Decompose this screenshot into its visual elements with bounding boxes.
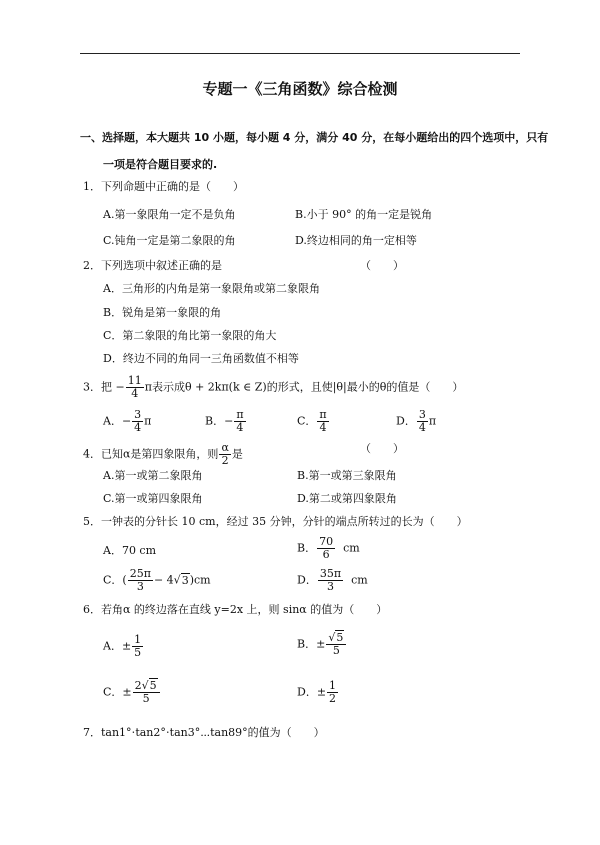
- q1-stem: 1．下列命题中正确的是（ ）: [83, 180, 244, 193]
- q6-option-c: [103, 680, 161, 705]
- q6-c-num: 2√5: [133, 680, 160, 693]
- q3-stem: [83, 375, 463, 400]
- q3-a-tail: π: [144, 414, 152, 428]
- q3-d-tail: π: [428, 414, 437, 428]
- q5-d-fraction: [318, 568, 343, 593]
- q3-a-label: A．−: [103, 414, 132, 428]
- q6-c-fraction: [133, 680, 160, 705]
- q6-stem: 6．若角α 的终边落在直线 y=2x 上，则 sinα 的值为（ ）: [83, 603, 388, 616]
- q6-b-label: B．±: [297, 637, 326, 651]
- q6-c-den: 5: [142, 692, 150, 705]
- q5-c-fraction: [128, 568, 153, 593]
- q3-d-label: D．: [396, 414, 416, 428]
- q6-b-num-sqrt: 5: [336, 631, 344, 644]
- q5-b-den: 6: [322, 548, 330, 561]
- q4-stem-post: 是: [231, 447, 243, 461]
- q5-b-num: 70: [319, 535, 334, 548]
- q3-option-a: [103, 409, 151, 434]
- q3-a-fraction: [132, 409, 143, 434]
- q6-b-fraction: [326, 632, 346, 657]
- q4-option-c: C.第一或第四象限角: [103, 492, 203, 505]
- q2-paren: （ ）: [360, 259, 404, 272]
- q6-option-d: [297, 680, 339, 705]
- q6-a-label: A．±: [103, 639, 132, 653]
- q3-option-d: [396, 409, 436, 434]
- q6-d-fraction: [327, 680, 338, 705]
- q3-b-fraction: [234, 409, 245, 434]
- q6-d-label: D．±: [297, 685, 327, 699]
- q3-stem-fraction: [126, 375, 144, 400]
- section-heading-line2: 一项是符合题目要求的.: [103, 158, 218, 171]
- q5-c-label: C．(: [103, 573, 127, 587]
- q4-option-b: B.第一或第三象限角: [297, 469, 397, 482]
- q4-stem-num: α: [221, 441, 229, 454]
- q5-d-den: 3: [326, 580, 334, 593]
- q3-d-num: 3: [418, 408, 426, 421]
- q5-c-tail-post: )cm: [189, 573, 211, 587]
- q4-stem: [83, 442, 243, 467]
- q5-d-num: 35π: [319, 567, 342, 580]
- q6-option-a: [103, 634, 144, 659]
- q3-c-num: π: [319, 408, 327, 421]
- q5-option-a: A．70 cm: [103, 544, 157, 557]
- q5-b-unit: cm: [343, 541, 360, 555]
- q3-stem-num: 11: [127, 374, 142, 387]
- q3-option-b: [205, 409, 247, 434]
- q3-b-num: π: [236, 408, 244, 421]
- q5-c-num: 25π: [129, 567, 151, 580]
- q5-option-d: [297, 568, 368, 593]
- q3-a-den: 4: [134, 421, 142, 434]
- q5-b-label: B．: [297, 541, 317, 555]
- q5-d-unit: cm: [351, 573, 368, 587]
- page-title: 专题一《三角函数》综合检测: [202, 80, 398, 98]
- q4-stem-fraction: [219, 442, 230, 467]
- q4-paren: （ ）: [360, 442, 404, 455]
- q5-c-tail-sqrt: 3: [181, 573, 189, 587]
- q2-option-d: D．终边不同的角同一三角函数值不相等: [103, 352, 299, 365]
- q3-option-c: [297, 409, 330, 434]
- q6-b-num: √5: [326, 632, 346, 645]
- q6-a-fraction: [132, 634, 143, 659]
- q5-b-fraction: [317, 536, 335, 561]
- q3-c-fraction: [317, 409, 328, 434]
- q4-stem-pre: 4．已知α是第四象限角，则: [83, 447, 219, 461]
- q2-option-a: A．三角形的内角是第一象限角或第二象限角: [103, 282, 320, 295]
- header-rule: [80, 53, 520, 54]
- q5-c-den: 3: [136, 580, 144, 593]
- q2-option-c: C．第二象限的角比第一象限的角大: [103, 329, 277, 342]
- q6-c-num-pre: 2: [134, 679, 142, 692]
- q4-option-a: A.第一或第二象限角: [103, 469, 203, 482]
- q5-stem: 5．一钟表的分针长 10 cm，经过 35 分钟，分针的端点所转过的长为（ ）: [83, 515, 468, 528]
- q3-stem-mid: π表示成θ + 2kπ(k ∈ Z)的形式，且使|θ|最小的θ的值是（ ）: [144, 380, 464, 394]
- q4-stem-den: 2: [221, 454, 229, 467]
- q1-option-d: D.终边相同的角一定相等: [295, 234, 417, 247]
- q5-option-c: C．( $\frac{25\pi}{3}$ − 4√3)cm: [103, 567, 211, 593]
- q6-c-label: C．±: [103, 685, 132, 699]
- q3-stem-pre: 3．把 −: [83, 380, 125, 394]
- q6-option-b: [297, 632, 347, 657]
- q5-c-tail-pre: − 4: [153, 573, 174, 587]
- q4-option-d: D.第二或第四象限角: [297, 492, 397, 505]
- q3-d-fraction: [417, 409, 428, 434]
- q6-d-num: 1: [329, 679, 337, 692]
- q3-d-den: 4: [418, 421, 426, 434]
- q6-d-den: 2: [329, 692, 337, 705]
- q6-c-num-sqrt: 5: [149, 679, 157, 692]
- q3-b-den: 4: [236, 421, 244, 434]
- q5-d-label: D．: [297, 573, 317, 587]
- q1-option-b: B.小于 90° 的角一定是锐角: [295, 208, 433, 221]
- section-heading-line1: 一、选择题，本大题共 10 小题，每小题 4 分，满分 40 分，在每小题给出的四个选项中，只有: [80, 131, 549, 144]
- q6-b-den: 5: [332, 644, 340, 657]
- q7-stem: 7．tan1°⋅tan2°⋅tan3°⋯tan89°的值为（ ）: [83, 726, 325, 739]
- q3-c-den: 4: [319, 421, 327, 434]
- q6-a-den: 5: [134, 646, 142, 659]
- q1-option-c: C.钝角一定是第二象限的角: [103, 234, 236, 247]
- q5-option-b: [297, 536, 360, 561]
- q2-option-b: B．锐角是第一象限的角: [103, 306, 222, 319]
- q6-a-num: 1: [134, 633, 142, 646]
- q2-stem: 2．下列选项中叙述正确的是: [83, 259, 222, 272]
- q1-option-a: A.第一象限角一定不是负角: [103, 208, 236, 221]
- q3-c-label: C．: [297, 414, 317, 428]
- q3-b-label: B．−: [205, 414, 234, 428]
- q3-a-num: 3: [134, 408, 142, 421]
- q3-stem-den: 4: [131, 387, 139, 400]
